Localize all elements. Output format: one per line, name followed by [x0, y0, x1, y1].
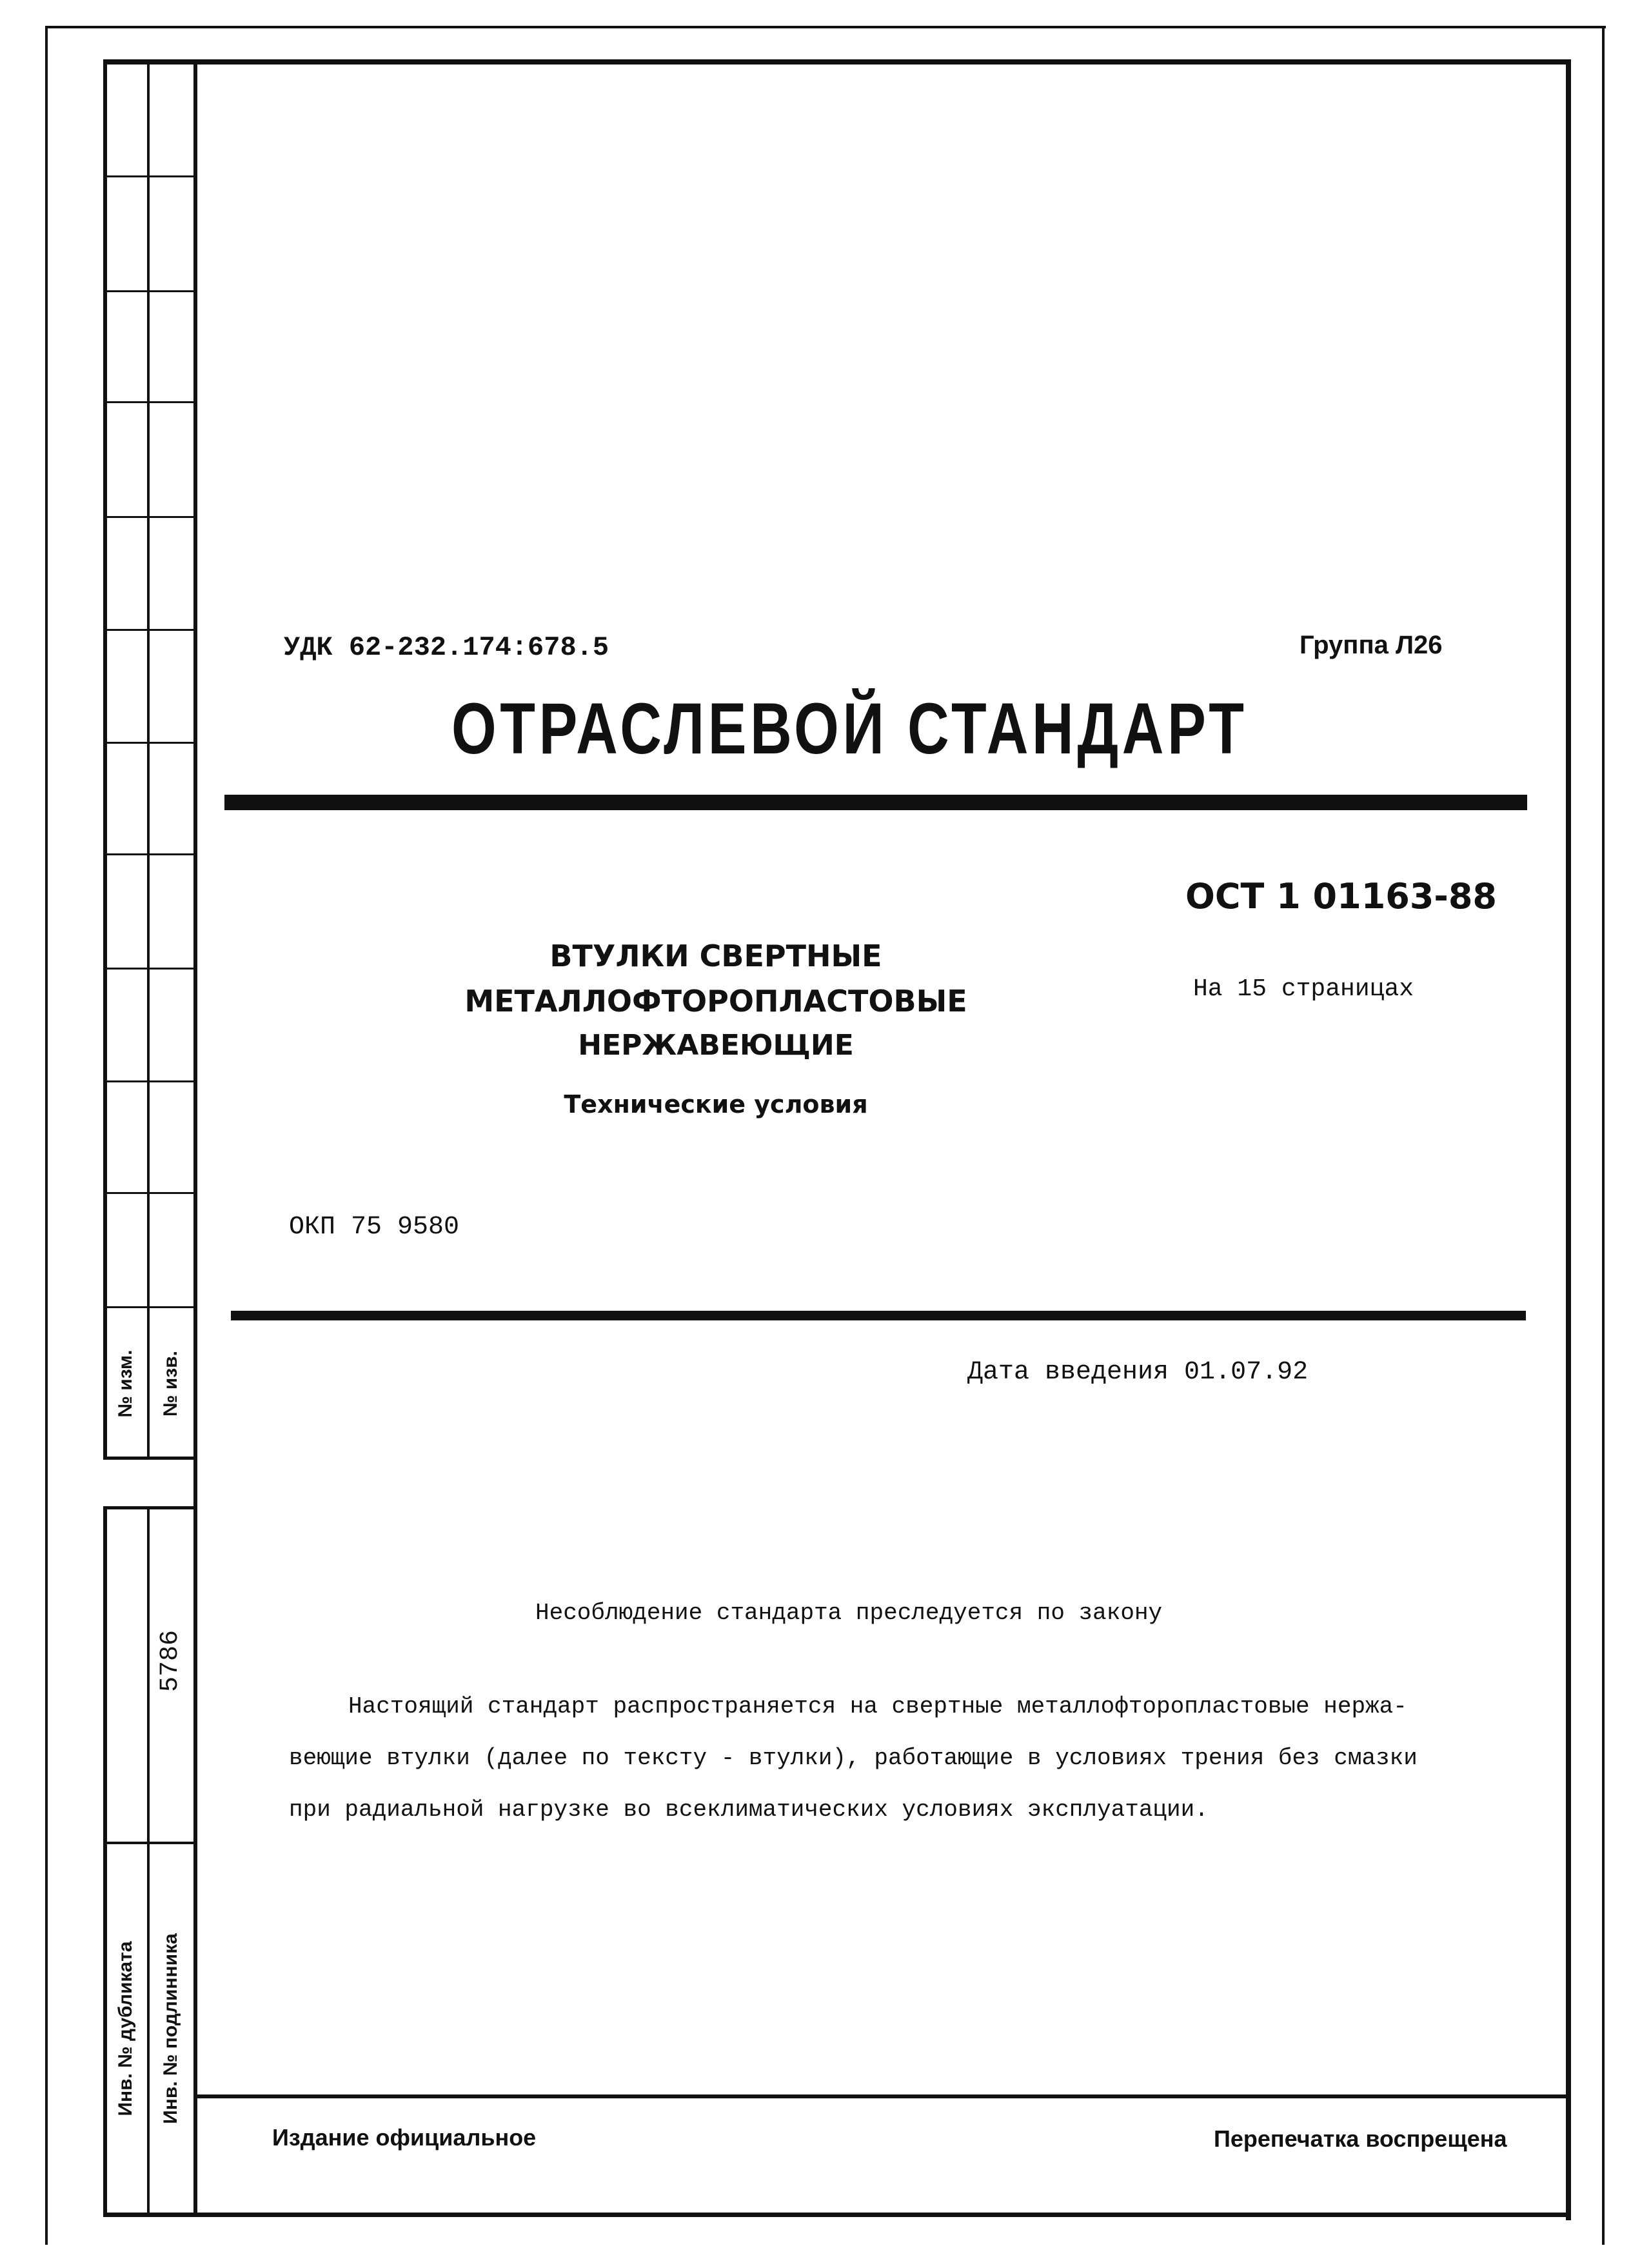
page-count: На 15 страницах [1193, 975, 1414, 1003]
scope-paragraph-line1: Настоящий стандарт распространяется на свертные металлофторопластовые нержа- [348, 1693, 1407, 1720]
udk-code: УДК 62-232.174:678.5 [284, 632, 609, 663]
duplicate-inventory-label: Инв. № дубликата [115, 1941, 136, 2116]
effective-date: Дата введения 01.07.92 [967, 1358, 1309, 1387]
footer-reprint-prohibited: Перепечатка воспрещена [1214, 2125, 1507, 2152]
group-code: Группа Л26 [1300, 631, 1443, 659]
scope-paragraph-line3: при радиальной нагрузке во всеклиматических условиях эксплуатации. [289, 1796, 1209, 1823]
legal-notice: Несоблюдение стандарта преследуется по закону [535, 1600, 1163, 1626]
scope-paragraph-line2: веющие втулки (далее по тексту - втулки), работающие в условиях трения без смазки [289, 1745, 1418, 1771]
okp-rule [231, 1311, 1526, 1320]
change-number-label: № изм. [115, 1349, 136, 1418]
footer-rule [193, 2094, 1571, 2098]
original-inventory-label: Инв. № подлинника [160, 1933, 181, 2124]
title-rule [224, 795, 1527, 810]
footer-official-edition: Издание официальное [272, 2124, 537, 2151]
notice-number-label: № изв. [160, 1351, 181, 1417]
standard-subtitle: Технические условия [564, 1090, 868, 1119]
standard-name-line1: ВТУЛКИ СВЕРТНЫЕ [549, 939, 882, 973]
original-inventory-number: 5786 [156, 1630, 185, 1693]
okp-code: ОКП 75 9580 [289, 1213, 460, 1242]
page-title: ОТРАСЛЕВОЙ СТАНДАРТ [451, 688, 1248, 769]
standard-name-line3: НЕРЖАВЕЮЩИЕ [578, 1029, 854, 1062]
standard-number: ОСТ 1 01163-88 [1185, 876, 1497, 917]
standard-name-line2: МЕТАЛЛОФТОРОПЛАСТОВЫЕ [464, 984, 967, 1019]
